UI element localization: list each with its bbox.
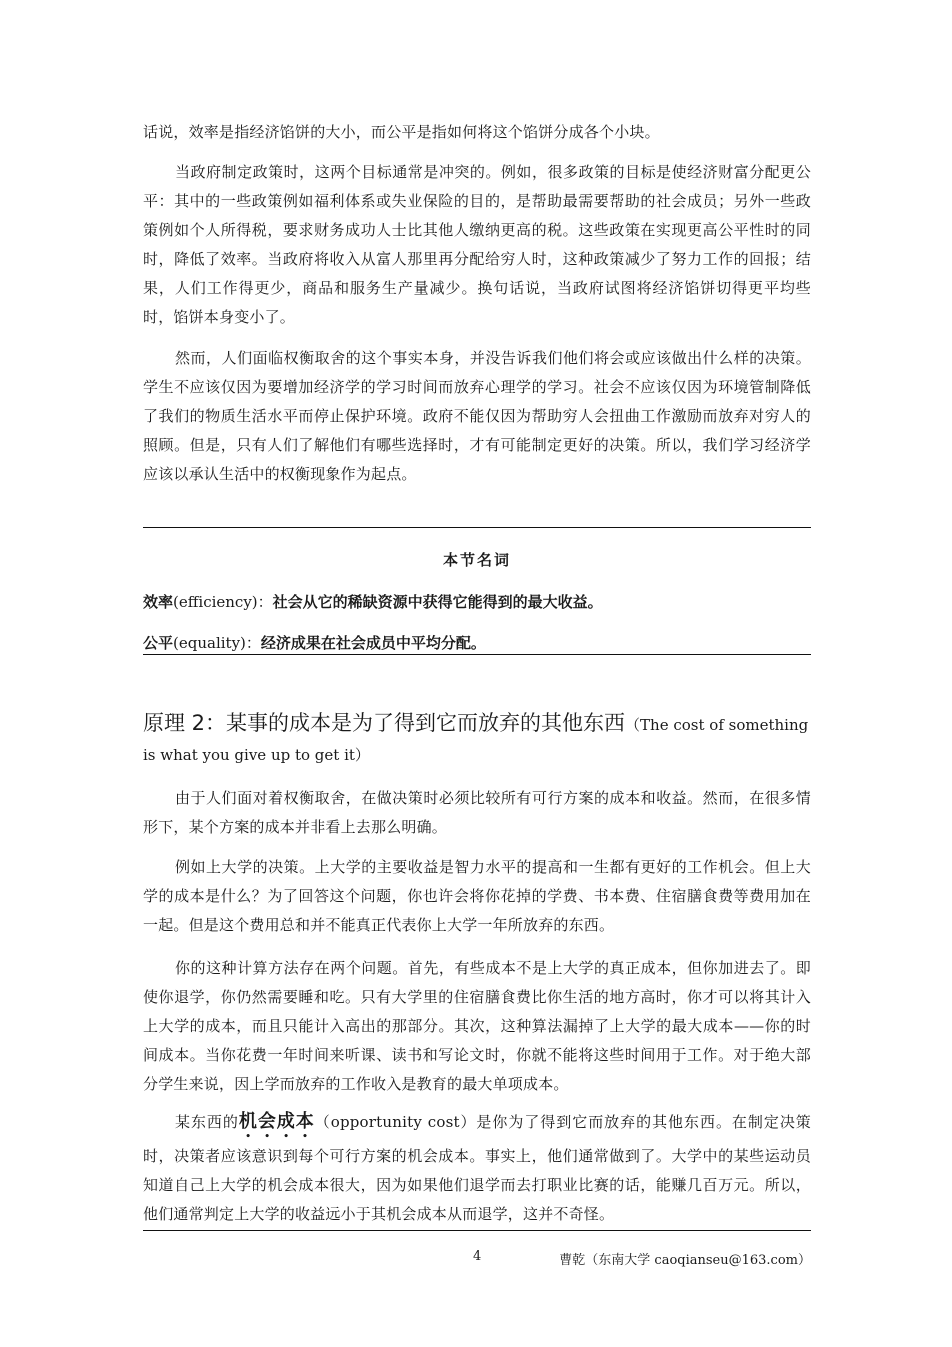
paragraph-cost-calculation-problems: 你的这种计算方法存在两个问题。首先，有些成本不是上大学的真正成本，但你加进去了。即使你退学，你仍然需要睡和吃。只有大学里的住宿膳食费比你生活的地方高时，你才可以将其计入上大学的成本，而且只能计入高出的那部分。其次，这种算法漏掉了上大学的最大成本——你的时间成本。当你花费一年时间来听课、读书和写论文时，你就不能将这些时间用于工作。对于绝大部分学生来说，因上学而放弃的工作收入是教育的最大单项成本。 <box>143 959 811 1093</box>
paragraph-compare-costs-benefits: 由于人们面对着权衡取舍，在做决策时必须比较所有可行方案的成本和收益。然而，在很多情形下，某个方案的成本并非看上去那么明确。 <box>143 789 811 836</box>
opportunity-cost-prefix: 某东西的 <box>175 1113 239 1131</box>
paragraph-efficiency-equality-summary: 话说，效率是指经济馅饼的大小，而公平是指如何将这个馅饼分成各个小块。 <box>143 123 660 141</box>
glossary-term-english: (efficiency)： <box>173 593 273 611</box>
author-info: 曹乾（东南大学 caoqianseu@163.com） <box>559 1253 811 1268</box>
footer-rule <box>143 1230 811 1231</box>
glossary-item-equality <box>143 632 811 654</box>
glossary-top-rule <box>143 527 811 528</box>
principle-heading <box>143 708 811 770</box>
paragraph-tradeoff-decisions: 然而，人们面临权衡取舍的这个事实本身，并没告诉我们他们将会或应该做出什么样的决策。学生不应该仅因为要增加经济学的学习时间而放弃心理学的学习。社会不应该仅因为环境管制降低了我们的物质生活水平而停止保护环境。政府不能仅因为帮助穷人会扭曲工作激励而放弃对穷人的照顾。但是，只有人们了解他们有哪些选择时，才有可能制定更好的决策。所以，我们学习经济学应该以承认生活中的权衡现象作为起点。 <box>143 349 811 483</box>
page-number: 4 <box>473 1249 482 1264</box>
glossary-definition: 社会从它的稀缺资源中获得它能得到的最大收益。 <box>272 593 603 611</box>
keyword-opportunity-cost: 机会成本 <box>238 1111 315 1132</box>
glossary-definition: 经济成果在社会成员中平均分配。 <box>260 634 486 652</box>
glossary-item-efficiency <box>143 591 811 613</box>
glossary-term: 公平 <box>143 634 174 652</box>
paragraph-opportunity-cost <box>143 1107 811 1229</box>
opportunity-cost-text: （opportunity cost）是你为了得到它而放弃的其他东西。在制定决策时，决策者应该意识到每个可行方案的机会成本。事实上，他们通常做到了。大学中的某些运动员知道自己上大学的机会成本很大，因为如果他们退学而去打职业比赛的话，能赚几百万元。所以，他们通常判定上大学的收益远小于其机会成本从而退学，这并不奇怪。 <box>143 1113 811 1223</box>
page-footer <box>143 1249 811 1269</box>
principle-title: 原理 2：某事的成本是为了得到它而放弃的其他东西 <box>143 711 626 735</box>
paragraph-college-decision: 例如上大学的决策。上大学的主要收益是智力水平的提高和一生都有更好的工作机会。但上大学的成本是什么？为了回答这个问题，你也许会将你花掉的学费、书本费、住宿膳食费等费用加在一起。但是这个费用总和并不能真正代表你上大学一年所放弃的东西。 <box>143 858 811 934</box>
principle-english-title: （The cost of something is what you give up to get it） <box>143 716 809 764</box>
glossary-term-english: (equality)： <box>173 634 261 652</box>
paragraph-policy-conflict: 当政府制定政策时，这两个目标通常是冲突的。例如，很多政策的目标是使经济财富分配更公平：其中的一些政策例如福利体系或失业保险的目的，是帮助最需要帮助的社会成员；另外一些政策例如个人所得税，要求财务成功人士比其他人缴纳更高的税。这些政策在实现更高公平性时的同时，降低了效率。当政府将收入从富人那里再分配给穷人时，这种政策减少了努力工作的回报；结果，人们工作得更少，商品和服务生产量减少。换句话说，当政府试图将经济馅饼切得更平均些时，馅饼本身变小了。 <box>143 163 811 326</box>
glossary-term: 效率 <box>143 593 174 611</box>
glossary-bottom-rule <box>143 654 811 655</box>
glossary-title: 本节名词 <box>442 551 511 569</box>
